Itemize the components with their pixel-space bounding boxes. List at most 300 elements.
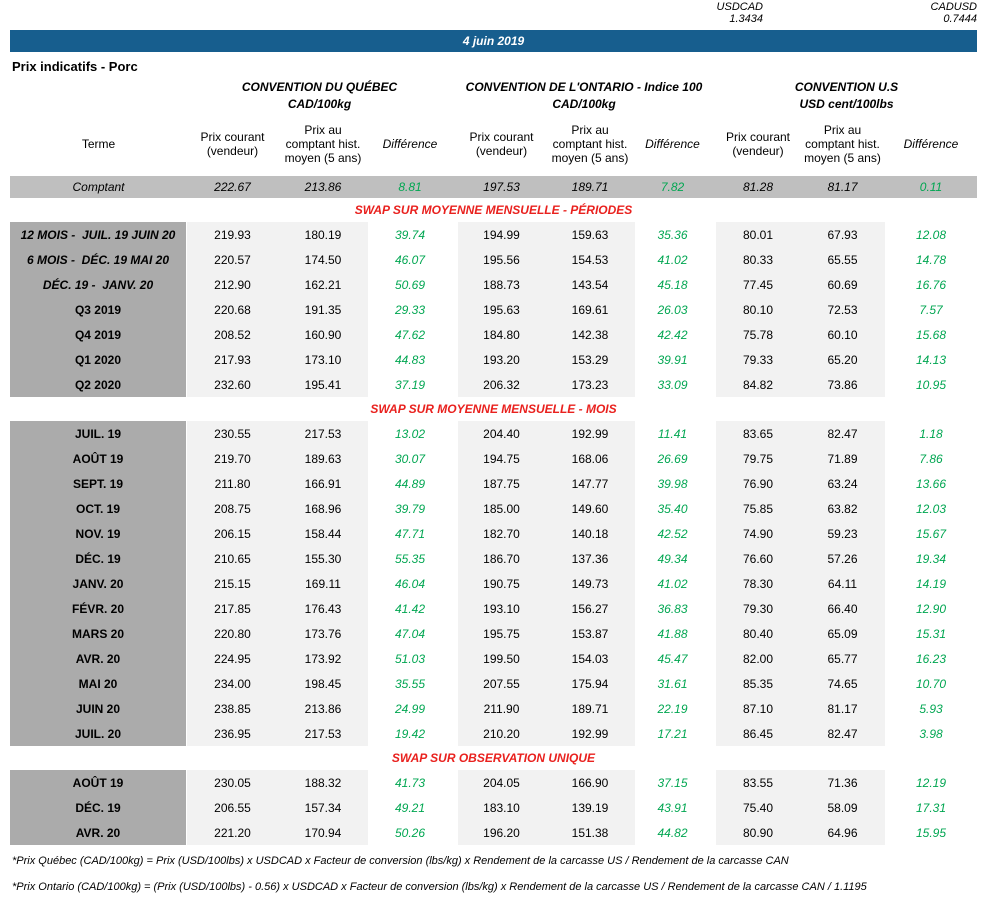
us-difference-cell: 16.23	[915, 651, 947, 666]
quebec-difference-cell: 39.79	[394, 501, 426, 516]
row-label: AOÛT 19	[10, 770, 187, 795]
quebec-prix-comptant-cell: 162.21	[278, 272, 368, 297]
ontario-prix-comptant-cell: 153.29	[545, 347, 635, 372]
us-prix-courant-cell: 84.82	[716, 372, 800, 397]
spacer-cell	[10, 78, 187, 96]
us-prix-courant-cell: 87.10	[716, 696, 800, 721]
column-header-difference: Différence	[382, 137, 438, 151]
us-prix-courant-cell: 80.01	[716, 222, 800, 247]
quebec-difference-cell: 30.07	[394, 451, 426, 466]
us-prix-courant-cell: 81.28	[742, 180, 774, 194]
us-difference-cell: 12.90	[915, 601, 947, 616]
ontario-prix-courant-cell: 182.70	[458, 521, 545, 546]
unit-us: USD cent/100lbs	[799, 97, 894, 111]
section-header	[10, 198, 977, 222]
ontario-prix-comptant-cell: 154.03	[545, 646, 635, 671]
us-prix-courant-cell: 82.00	[716, 646, 800, 671]
ontario-prix-courant-cell: 210.20	[458, 721, 545, 746]
us-difference-cell: 5.93	[919, 701, 943, 716]
quebec-prix-comptant-cell: 217.53	[278, 721, 368, 746]
section-header-label: SWAP SUR MOYENNE MENSUELLE - PÉRIODES	[354, 203, 633, 217]
us-prix-comptant-cell: 72.53	[800, 297, 885, 322]
us-difference-cell: 15.95	[915, 825, 947, 840]
us-difference-cell: 10.95	[915, 377, 947, 392]
quebec-difference-cell: 46.07	[394, 252, 426, 267]
us-prix-comptant-cell: 65.77	[800, 646, 885, 671]
us-prix-comptant-cell: 58.09	[800, 795, 885, 820]
ontario-prix-comptant-cell: 168.06	[545, 446, 635, 471]
us-prix-comptant-cell: 67.93	[800, 222, 885, 247]
quebec-difference-cell: 41.42	[394, 601, 426, 616]
cadusd-label: CADUSD	[930, 1, 977, 13]
quebec-prix-courant-cell: 211.80	[187, 471, 278, 496]
ontario-difference-cell: 26.69	[657, 451, 688, 466]
quebec-prix-courant-cell: 208.75	[187, 496, 278, 521]
table-row	[10, 621, 977, 646]
column-header-prix-courant: Prix courant (vendeur)	[725, 130, 791, 158]
us-difference-cell: 1.18	[919, 426, 943, 441]
us-prix-comptant-cell: 60.69	[800, 272, 885, 297]
quebec-prix-courant-cell: 215.15	[187, 571, 278, 596]
us-difference-cell: 14.13	[915, 352, 947, 367]
unit-row	[10, 96, 977, 112]
table-row	[10, 671, 977, 696]
quebec-prix-courant-cell: 217.85	[187, 596, 278, 621]
us-prix-comptant-cell: 65.55	[800, 247, 885, 272]
ontario-prix-comptant-cell: 139.19	[545, 795, 635, 820]
ontario-prix-courant-cell: 195.56	[458, 247, 545, 272]
ontario-prix-comptant-cell: 154.53	[545, 247, 635, 272]
us-difference-cell: 14.78	[915, 252, 947, 267]
quebec-difference-cell: 47.71	[394, 526, 426, 541]
ontario-difference-cell: 41.88	[657, 626, 688, 641]
ontario-difference-cell: 45.47	[657, 651, 688, 666]
row-label: OCT. 19	[10, 496, 187, 521]
quebec-prix-courant-cell: 234.00	[187, 671, 278, 696]
ontario-difference-cell: 39.91	[657, 352, 688, 367]
quebec-prix-courant-cell: 222.67	[214, 180, 251, 194]
ontario-prix-comptant-cell: 147.77	[545, 471, 635, 496]
ontario-prix-comptant-cell: 143.54	[545, 272, 635, 297]
us-prix-courant-cell: 80.10	[716, 297, 800, 322]
quebec-prix-courant-cell: 238.85	[187, 696, 278, 721]
row-label: AOÛT 19	[10, 446, 187, 471]
ontario-difference-cell: 35.36	[657, 227, 688, 242]
table-row	[10, 347, 977, 372]
quebec-prix-courant-cell: 206.15	[187, 521, 278, 546]
table-row	[10, 696, 977, 721]
us-difference-cell: 15.31	[915, 626, 947, 641]
table-row	[10, 372, 977, 397]
footnote-ontario: *Prix Ontario (CAD/100kg) = (Prix (USD/100lbs) - 0.56) x USDCAD x Facteur de conversion (lbs/kg) x Rendement de la carcasse US / Rendement de la carcasse CAN / 1.1195	[12, 881, 867, 893]
quebec-prix-courant-cell: 219.70	[187, 446, 278, 471]
table-row	[10, 596, 977, 621]
section-header	[10, 746, 977, 770]
us-prix-courant-cell: 85.35	[716, 671, 800, 696]
us-prix-comptant-cell: 73.86	[800, 372, 885, 397]
table-row	[10, 222, 977, 247]
table-row	[10, 421, 977, 446]
row-label: 6 MOIS - DÉC. 19 MAI 20	[10, 247, 187, 272]
quebec-difference-cell: 8.81	[398, 180, 422, 194]
table-row	[10, 471, 977, 496]
us-prix-courant-cell: 78.30	[716, 571, 800, 596]
cadusd-value: 0.7444	[943, 13, 977, 25]
ontario-prix-comptant-cell: 137.36	[545, 546, 635, 571]
ontario-difference-cell: 49.34	[657, 551, 688, 566]
column-header-prix-comptant: Prix au comptant hist. moyen (5 ans)	[551, 123, 629, 165]
ontario-prix-courant-cell: 206.32	[458, 372, 545, 397]
table-row	[10, 770, 977, 795]
row-label: SEPT. 19	[10, 471, 187, 496]
ontario-prix-courant-cell: 183.10	[458, 795, 545, 820]
quebec-difference-cell: 44.83	[394, 352, 426, 367]
us-difference-cell: 0.11	[919, 180, 943, 194]
ontario-prix-comptant-cell: 189.71	[571, 180, 609, 194]
quebec-difference-cell: 47.62	[394, 327, 426, 342]
ontario-difference-cell: 45.18	[657, 277, 688, 292]
ontario-prix-comptant-cell: 173.23	[545, 372, 635, 397]
us-prix-comptant-cell: 65.20	[800, 347, 885, 372]
ontario-prix-courant-cell: 199.50	[458, 646, 545, 671]
ontario-difference-cell: 7.82	[660, 180, 685, 194]
ontario-prix-courant-cell: 193.20	[458, 347, 545, 372]
quebec-prix-comptant-cell: 174.50	[278, 247, 368, 272]
row-label: AVR. 20	[10, 820, 187, 845]
group-header-ontario: CONVENTION DE L'ONTARIO - Indice 100	[465, 80, 703, 94]
quebec-difference-cell: 35.55	[394, 676, 426, 691]
column-header-difference: Différence	[645, 137, 700, 151]
quebec-prix-comptant-cell: 180.19	[278, 222, 368, 247]
us-prix-comptant-cell: 64.96	[800, 820, 885, 845]
us-prix-courant-cell: 80.33	[716, 247, 800, 272]
quebec-difference-cell: 24.99	[394, 701, 426, 716]
ontario-prix-comptant-cell: 192.99	[545, 721, 635, 746]
ontario-prix-comptant-cell: 151.38	[545, 820, 635, 845]
quebec-prix-courant-cell: 221.20	[187, 820, 278, 845]
ontario-prix-courant-cell: 188.73	[458, 272, 545, 297]
quebec-prix-comptant-cell: 188.32	[278, 770, 368, 795]
group-header-us: CONVENTION U.S	[794, 80, 899, 94]
section-header-label: SWAP SUR MOYENNE MENSUELLE - MOIS	[370, 402, 617, 416]
quebec-prix-comptant-cell: 160.90	[278, 322, 368, 347]
us-difference-cell: 15.68	[915, 327, 947, 342]
us-prix-courant-cell: 75.85	[716, 496, 800, 521]
usdcad-label: USDCAD	[716, 1, 763, 13]
ontario-difference-cell: 37.15	[657, 775, 688, 790]
quebec-difference-cell: 39.74	[394, 227, 426, 242]
quebec-prix-courant-cell: 206.55	[187, 795, 278, 820]
table-row	[10, 322, 977, 347]
ontario-difference-cell: 11.41	[657, 426, 688, 441]
quebec-prix-comptant-cell: 169.11	[278, 571, 368, 596]
quebec-difference-cell: 37.19	[394, 377, 426, 392]
quebec-prix-comptant-cell: 173.10	[278, 347, 368, 372]
table-row	[10, 496, 977, 521]
row-label: Q1 2020	[10, 347, 187, 372]
table-row	[10, 721, 977, 746]
quebec-difference-cell: 13.02	[394, 426, 426, 441]
row-label: Q3 2019	[10, 297, 187, 322]
ontario-difference-cell: 39.98	[657, 476, 688, 491]
us-prix-comptant-cell: 81.17	[827, 180, 858, 194]
us-difference-cell: 14.19	[915, 576, 947, 591]
ontario-prix-comptant-cell: 156.27	[545, 596, 635, 621]
row-label: JUIN 20	[10, 696, 187, 721]
quebec-prix-courant-cell: 224.95	[187, 646, 278, 671]
us-prix-courant-cell: 80.40	[716, 621, 800, 646]
unit-ontario: CAD/100kg	[552, 97, 616, 111]
ontario-prix-courant-cell: 195.63	[458, 297, 545, 322]
us-prix-comptant-cell: 60.10	[800, 322, 885, 347]
column-header-row	[10, 112, 977, 176]
us-prix-comptant-cell: 74.65	[800, 671, 885, 696]
ontario-prix-courant-cell: 186.70	[458, 546, 545, 571]
quebec-prix-courant-cell: 208.52	[187, 322, 278, 347]
ontario-prix-courant-cell: 197.53	[483, 180, 520, 194]
ontario-difference-cell: 22.19	[657, 701, 688, 716]
table-row	[10, 272, 977, 297]
us-prix-comptant-cell: 63.24	[800, 471, 885, 496]
ontario-prix-comptant-cell: 153.87	[545, 621, 635, 646]
quebec-difference-cell: 51.03	[394, 651, 426, 666]
us-prix-courant-cell: 79.75	[716, 446, 800, 471]
table-row	[10, 795, 977, 820]
ontario-prix-courant-cell: 211.90	[458, 696, 545, 721]
ontario-difference-cell: 41.02	[657, 252, 688, 267]
ontario-prix-courant-cell: 184.80	[458, 322, 545, 347]
us-prix-comptant-cell: 63.82	[800, 496, 885, 521]
table-row	[10, 297, 977, 322]
ontario-difference-cell: 17.21	[657, 726, 688, 741]
quebec-prix-courant-cell: 220.57	[187, 247, 278, 272]
us-difference-cell: 10.70	[915, 676, 947, 691]
ontario-difference-cell: 43.91	[657, 800, 688, 815]
us-difference-cell: 12.03	[915, 501, 947, 516]
us-prix-courant-cell: 76.90	[716, 471, 800, 496]
row-label: MAI 20	[10, 671, 187, 696]
us-prix-courant-cell: 86.45	[716, 721, 800, 746]
price-table	[10, 78, 977, 845]
quebec-prix-comptant-cell: 170.94	[278, 820, 368, 845]
quebec-difference-cell: 29.33	[394, 302, 426, 317]
quebec-prix-courant-cell: 220.80	[187, 621, 278, 646]
quebec-prix-comptant-cell: 176.43	[278, 596, 368, 621]
us-difference-cell: 3.98	[919, 726, 943, 741]
table-body	[10, 198, 977, 845]
us-prix-comptant-cell: 57.26	[800, 546, 885, 571]
ontario-prix-courant-cell: 196.20	[458, 820, 545, 845]
section-header-label: SWAP SUR OBSERVATION UNIQUE	[391, 751, 596, 765]
row-label: Comptant	[72, 180, 125, 194]
ontario-difference-cell: 31.61	[657, 676, 688, 691]
quebec-prix-comptant-cell: 173.76	[278, 621, 368, 646]
us-prix-comptant-cell: 64.11	[800, 571, 885, 596]
quebec-prix-comptant-cell: 158.44	[278, 521, 368, 546]
us-difference-cell: 12.19	[915, 775, 947, 790]
spacer-cell	[10, 96, 187, 112]
quebec-difference-cell: 19.42	[394, 726, 426, 741]
group-title-row	[10, 78, 977, 96]
row-label: NOV. 19	[10, 521, 187, 546]
ontario-prix-comptant-cell: 159.63	[545, 222, 635, 247]
quebec-prix-comptant-cell: 168.96	[278, 496, 368, 521]
us-prix-comptant-cell: 82.47	[800, 721, 885, 746]
ontario-prix-courant-cell: 190.75	[458, 571, 545, 596]
us-prix-comptant-cell: 71.36	[800, 770, 885, 795]
row-label: Q2 2020	[10, 372, 187, 397]
quebec-difference-cell: 46.04	[394, 576, 426, 591]
ontario-difference-cell: 42.52	[657, 526, 688, 541]
us-prix-courant-cell: 74.90	[716, 521, 800, 546]
date-banner: 4 juin 2019	[10, 30, 977, 52]
row-label: DÉC. 19 - JANV. 20	[10, 272, 187, 297]
us-prix-courant-cell: 83.65	[716, 421, 800, 446]
row-label: MARS 20	[10, 621, 187, 646]
column-header-prix-comptant: Prix au comptant hist. moyen (5 ans)	[284, 123, 362, 165]
column-header-terme: Terme	[81, 137, 116, 151]
us-prix-courant-cell: 75.78	[716, 322, 800, 347]
row-label: JANV. 20	[10, 571, 187, 596]
ontario-prix-comptant-cell: 169.61	[545, 297, 635, 322]
ontario-prix-courant-cell: 204.05	[458, 770, 545, 795]
quebec-prix-comptant-cell: 157.34	[278, 795, 368, 820]
us-difference-cell: 16.76	[915, 277, 947, 292]
us-difference-cell: 17.31	[915, 800, 947, 815]
us-difference-cell: 19.34	[915, 551, 947, 566]
us-prix-comptant-cell: 59.23	[800, 521, 885, 546]
ontario-prix-comptant-cell: 192.99	[545, 421, 635, 446]
quebec-prix-courant-cell: 220.68	[187, 297, 278, 322]
quebec-prix-courant-cell: 212.90	[187, 272, 278, 297]
column-header-difference: Différence	[903, 137, 959, 151]
ontario-prix-courant-cell: 204.40	[458, 421, 545, 446]
quebec-prix-courant-cell: 232.60	[187, 372, 278, 397]
quebec-prix-comptant-cell: 217.53	[278, 421, 368, 446]
ontario-prix-courant-cell: 185.00	[458, 496, 545, 521]
page-title: Prix indicatifs - Porc	[12, 59, 138, 74]
quebec-difference-cell: 50.26	[394, 825, 426, 840]
us-prix-courant-cell: 79.33	[716, 347, 800, 372]
quebec-prix-courant-cell: 230.05	[187, 770, 278, 795]
us-prix-courant-cell: 79.30	[716, 596, 800, 621]
ontario-difference-cell: 41.02	[657, 576, 688, 591]
us-prix-courant-cell: 80.90	[716, 820, 800, 845]
usdcad-quote	[600, 1, 763, 25]
row-label: DÉC. 19	[10, 795, 187, 820]
quebec-prix-comptant-cell: 191.35	[278, 297, 368, 322]
ontario-prix-courant-cell: 194.75	[458, 446, 545, 471]
quebec-prix-courant-cell: 217.93	[187, 347, 278, 372]
ontario-difference-cell: 36.83	[657, 601, 688, 616]
quebec-prix-comptant-cell: 155.30	[278, 546, 368, 571]
us-prix-courant-cell: 77.45	[716, 272, 800, 297]
quebec-difference-cell: 44.89	[394, 476, 426, 491]
column-header-prix-comptant: Prix au comptant hist. moyen (5 ans)	[804, 123, 881, 165]
ontario-difference-cell: 33.09	[657, 377, 688, 392]
footnote-quebec: *Prix Québec (CAD/100kg) = Prix (USD/100lbs) x USDCAD x Facteur de conversion (lbs/kg) x Rendement de la carcasse US / Rendement de la carcasse CAN	[12, 855, 789, 867]
us-prix-courant-cell: 83.55	[716, 770, 800, 795]
quebec-prix-comptant-cell: 166.91	[278, 471, 368, 496]
us-prix-comptant-cell: 81.17	[800, 696, 885, 721]
ontario-difference-cell: 44.82	[657, 825, 688, 840]
column-header-prix-courant: Prix courant (vendeur)	[469, 130, 534, 158]
row-label: AVR. 20	[10, 646, 187, 671]
us-prix-courant-cell: 76.60	[716, 546, 800, 571]
quebec-difference-cell: 47.04	[394, 626, 426, 641]
row-label: JUIL. 19	[10, 421, 187, 446]
quebec-difference-cell: 41.73	[394, 775, 426, 790]
us-difference-cell: 12.08	[915, 227, 947, 242]
unit-quebec: CAD/100kg	[287, 97, 352, 111]
us-difference-cell: 15.67	[915, 526, 947, 541]
row-label: FÉVR. 20	[10, 596, 187, 621]
us-difference-cell: 7.86	[919, 451, 943, 466]
row-label: JUIL. 20	[10, 721, 187, 746]
table-row	[10, 546, 977, 571]
ontario-prix-comptant-cell: 149.73	[545, 571, 635, 596]
us-prix-comptant-cell: 82.47	[800, 421, 885, 446]
quebec-prix-comptant-cell: 173.92	[278, 646, 368, 671]
ontario-prix-comptant-cell: 142.38	[545, 322, 635, 347]
quebec-prix-courant-cell: 230.55	[187, 421, 278, 446]
ontario-difference-cell: 42.42	[657, 327, 688, 342]
us-prix-comptant-cell: 65.09	[800, 621, 885, 646]
table-row	[10, 247, 977, 272]
ontario-prix-courant-cell: 187.75	[458, 471, 545, 496]
us-difference-cell: 7.57	[919, 302, 943, 317]
usdcad-value: 1.3434	[729, 13, 763, 25]
row-label: Q4 2019	[10, 322, 187, 347]
us-difference-cell: 13.66	[915, 476, 947, 491]
ontario-prix-courant-cell: 195.75	[458, 621, 545, 646]
column-header-prix-courant: Prix courant (vendeur)	[200, 130, 265, 158]
us-prix-comptant-cell: 71.89	[800, 446, 885, 471]
quebec-prix-comptant-cell: 213.86	[304, 180, 342, 194]
row-label: DÉC. 19	[10, 546, 187, 571]
us-prix-courant-cell: 75.40	[716, 795, 800, 820]
ontario-difference-cell: 26.03	[657, 302, 688, 317]
ontario-prix-courant-cell: 193.10	[458, 596, 545, 621]
quebec-prix-comptant-cell: 189.63	[278, 446, 368, 471]
quebec-difference-cell: 55.35	[394, 551, 426, 566]
quebec-prix-comptant-cell: 198.45	[278, 671, 368, 696]
ontario-difference-cell: 35.40	[657, 501, 688, 516]
section-header	[10, 397, 977, 421]
ontario-prix-courant-cell: 207.55	[458, 671, 545, 696]
us-prix-comptant-cell: 66.40	[800, 596, 885, 621]
quebec-prix-courant-cell: 219.93	[187, 222, 278, 247]
table-row	[10, 646, 977, 671]
ontario-prix-courant-cell: 194.99	[458, 222, 545, 247]
ontario-prix-comptant-cell: 149.60	[545, 496, 635, 521]
quebec-prix-courant-cell: 236.95	[187, 721, 278, 746]
table-row	[10, 820, 977, 845]
cadusd-quote	[810, 1, 977, 25]
table-row	[10, 571, 977, 596]
quebec-difference-cell: 50.69	[394, 277, 426, 292]
group-header-quebec: CONVENTION DU QUÉBEC	[241, 80, 398, 94]
row-label: 12 MOIS - JUIL. 19 JUIN 20	[10, 222, 187, 247]
table-row	[10, 446, 977, 471]
quebec-prix-comptant-cell: 195.41	[278, 372, 368, 397]
ontario-prix-comptant-cell: 189.71	[545, 696, 635, 721]
comptant-row	[10, 176, 977, 198]
quebec-difference-cell: 49.21	[394, 800, 426, 815]
ontario-prix-comptant-cell: 175.94	[545, 671, 635, 696]
quebec-prix-comptant-cell: 213.86	[278, 696, 368, 721]
ontario-prix-comptant-cell: 140.18	[545, 521, 635, 546]
